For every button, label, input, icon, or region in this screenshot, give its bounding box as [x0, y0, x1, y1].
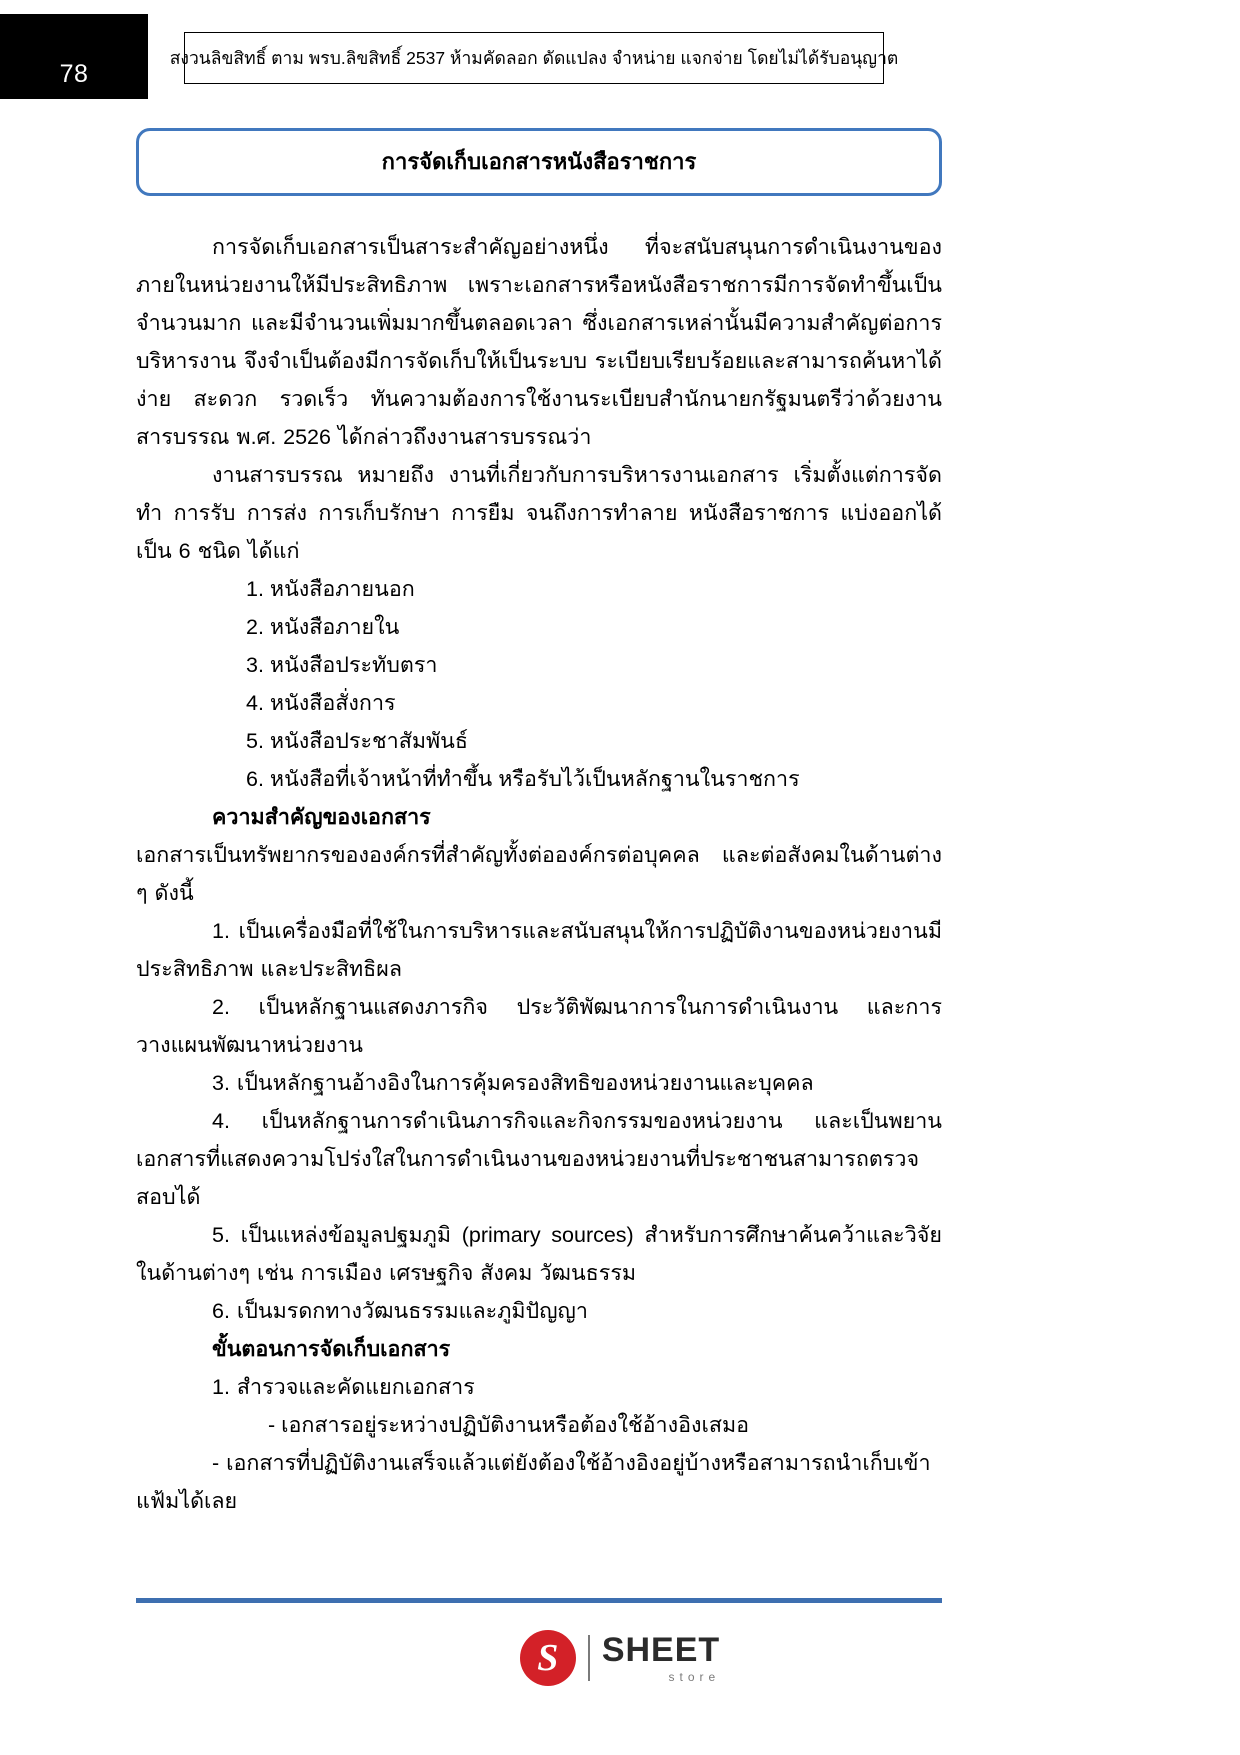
footer-divider — [136, 1598, 942, 1603]
sheetstore-logo — [0, 1630, 1240, 1686]
list-item: 5. หนังสือประชาสัมพันธ์ — [246, 729, 469, 753]
step-subitem: - เอกสารอยู่ระหว่างปฏิบัติงานหรือต้องใช้อ้างอิงเสมอ — [268, 1413, 750, 1437]
list-item: 2. เป็นหลักฐานแสดงภารกิจ ประวัติพัฒนาการในการดำเนินงาน และการวางแผนพัฒนาหน่วยงาน — [136, 995, 942, 1057]
copyright-notice-box — [169, 32, 899, 84]
list-item: 6. เป็นมรดกทางวัฒนธรรมและภูมิปัญญา — [212, 1299, 588, 1323]
section-heading-steps: ขั้นตอนการจัดเก็บเอกสาร — [212, 1337, 451, 1361]
list-item: 4. เป็นหลักฐานการดำเนินภารกิจและกิจกรรมของหน่วยงาน และเป็นพยานเอกสารที่แสดงความโปร่งใสในการดำเนินงานของหน่วยงานที่ประชาชนสามารถตรวจสอบได้ — [136, 1109, 942, 1209]
copyright-notice-text: สงวนลิขสิทธิ์ ตาม พรบ.ลิขสิทธิ์ 2537 ห้ามคัดลอก ดัดแปลง จำหน่าย แจกจ่าย โดยไม่ได้รับอนุญาต — [169, 47, 899, 68]
list-item: 5. เป็นแหล่งข้อมูลปฐมภูมิ (primary sources) สำหรับการศึกษาค้นคว้าและวิจัยในด้านต่างๆ เช่น การเมือง เศรษฐกิจ สังคม วัฒนธรรม — [136, 1223, 942, 1285]
list-item: 2. หนังสือภายใน — [246, 615, 400, 639]
section-heading-importance: ความสำคัญของเอกสาร — [212, 805, 431, 829]
page-title: การจัดเก็บเอกสารหนังสือราชการ — [381, 148, 697, 174]
list-item: 1. เป็นเครื่องมือที่ใช้ในการบริหารและสนับสนุนให้การปฏิบัติงานของหน่วยงานมีประสิทธิภาพ และประสิทธิผล — [136, 919, 942, 981]
document-title-box — [136, 128, 942, 196]
list-item: 3. เป็นหลักฐานอ้างอิงในการคุ้มครองสิทธิของหน่วยงานและบุคคล — [212, 1071, 814, 1095]
page-number-badge — [0, 14, 148, 99]
list-item: 6. หนังสือที่เจ้าหน้าที่ทำขึ้น หรือรับไว้เป็นหลักฐานในราชการ — [246, 767, 800, 791]
page-number: 78 — [59, 60, 89, 88]
paragraph-intro: การจัดเก็บเอกสารเป็นสาระสำคัญอย่างหนึ่ง ที่จะสนับสนุนการดำเนินงานของภายในหน่วยงานให้มีประสิทธิภาพ เพราะเอกสารหรือหนังสือราชการมีการจัดทำขึ้นเป็นจำนวนมาก และมีจำนวนเพิ่มมากขึ้นตลอดเวลา ซึ่งเอกสารเหล่านั้นมีความสำคัญต่อการบริหารงาน จึงจำเป็นต้องมีการจัดเก็บให้เป็นระบบ ระเบียบเรียบร้อยและสามารถค้นหาได้ง่าย สะดวก รวดเร็ว ทันความต้องการใช้งานระเบียบสำนักนายกรัฐมนตรีว่าด้วยงานสารบรรณ พ.ศ. 2526 ได้กล่าวถึงงานสารบรรณว่า — [136, 235, 942, 449]
logo-brand-sub: store — [668, 1670, 721, 1684]
paragraph-resources: เอกสารเป็นทรัพยากรขององค์กรที่สำคัญทั้งต่อองค์กรต่อบุคคล และต่อสังคมในด้านต่าง ๆ ดังนี้ — [136, 843, 942, 905]
list-item: 1. หนังสือภายนอก — [246, 577, 415, 601]
list-item: 3. หนังสือประทับตรา — [246, 653, 438, 677]
logo-circle-icon: S — [520, 1630, 576, 1686]
logo-wordmark — [602, 1633, 720, 1683]
step-subitem: - เอกสารที่ปฏิบัติงานเสร็จแล้วแต่ยังต้องใช้อ้างอิงอยู่บ้างหรือสามารถนำเก็บเข้าแฟ้มได้เลย — [136, 1451, 931, 1513]
logo-divider — [588, 1635, 590, 1681]
step-item: 1. สำรวจและคัดแยกเอกสาร — [212, 1375, 475, 1399]
list-item: 4. หนังสือสั่งการ — [246, 691, 396, 715]
paragraph-definition: งานสารบรรณ หมายถึง งานที่เกี่ยวกับการบริหารงานเอกสาร เริ่มตั้งแต่การจัดทำ การรับ การส่ง การเก็บรักษา การยืม จนถึงการทำลาย หนังสือราชการ แบ่งออกได้เป็น 6 ชนิด ได้แก่ — [136, 463, 942, 563]
document-body — [136, 228, 942, 1520]
logo-brand-name: SHEET — [601, 1631, 721, 1669]
